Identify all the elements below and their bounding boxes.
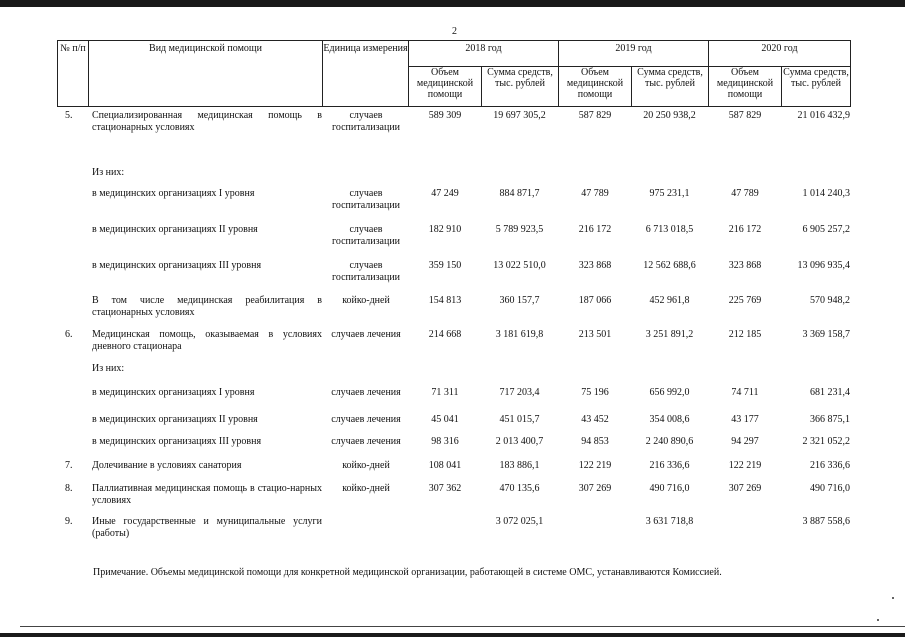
volume-2020: 307 269 [728,483,762,494]
row-unit: койко-дней [342,460,390,471]
volume-2018: 359 150 [428,260,462,271]
row-unit: койко-дней [342,295,390,306]
header-unit: Единица измерения [323,41,409,107]
volume-2019: 122 219 [578,460,612,471]
sum-2020: 490 716,0 [810,483,850,494]
row-name: Специализированная медицинская помощь в стационарных условиях [92,110,322,133]
sum-2020: 570 948,2 [810,295,850,306]
volume-2018: 71 311 [431,387,459,398]
volume-2019: 43 452 [581,414,609,425]
row-name: в медицинских организациях III уровня [92,260,262,271]
sum-2019: 3 631 718,8 [645,516,694,527]
table-header [57,40,850,117]
scan-top-border [0,0,905,7]
volume-2019: 75 196 [581,387,609,398]
sum-2020: 366 875,1 [810,414,850,425]
volume-2020: 94 297 [731,436,759,447]
sum-2020: 681 231,4 [810,387,850,398]
row-unit: койко-дней [342,483,390,494]
sum-2018: 884 871,7 [499,188,540,199]
sum-2019: 975 231,1 [649,188,690,199]
volume-2018: 108 041 [428,460,462,471]
volume-2018: 47 249 [431,188,459,199]
sum-2019: 490 716,0 [649,483,690,494]
sum-2018: 3 181 619,8 [495,329,544,340]
sum-2019: 20 250 938,2 [643,110,696,121]
volume-2019: 213 501 [578,329,612,340]
volume-2020: 323 868 [728,260,762,271]
volume-2018: 45 041 [431,414,459,425]
row-name: Из них: [92,167,125,178]
sum-2019: 656 992,0 [649,387,690,398]
row-number: 7. [65,460,73,471]
sum-2019: 2 240 890,6 [645,436,694,447]
row-name: в медицинских организациях II уровня [92,224,258,235]
sum-2019: 354 008,6 [649,414,690,425]
header-year-2019: 2019 год [559,41,709,67]
row-name: Паллиативная медицинская помощь в стацио-нарных условиях [92,483,322,506]
sum-2018: 19 697 305,2 [493,110,546,121]
header-year-2020: 2020 год [709,41,851,67]
volume-2019: 323 868 [578,260,612,271]
volume-2018: 589 309 [428,110,462,121]
row-name: в медицинских организациях I уровня [92,387,255,398]
volume-2020: 43 177 [731,414,759,425]
sum-2018: 5 789 923,5 [495,224,544,235]
header-num: № п/п [58,41,89,107]
row-name: Из них: [92,363,125,374]
volume-2020: 47 789 [731,188,759,199]
volume-2020: 74 711 [731,387,759,398]
sum-2018: 183 886,1 [499,460,540,471]
sum-2019: 6 713 018,5 [645,224,694,235]
row-name: в медицинских организациях I уровня [92,188,255,199]
header-volume: Объем медицинской помощи [559,67,632,107]
sum-2018: 2 013 400,7 [495,436,544,447]
sum-2020: 3 887 558,6 [802,516,850,527]
sum-2018: 717 203,4 [499,387,540,398]
sum-2020: 6 905 257,2 [802,224,850,235]
sum-2020: 216 336,6 [810,460,850,471]
volume-2019: 47 789 [581,188,609,199]
header-sum: Сумма средств, тыс. рублей [782,67,851,107]
row-name: в медицинских организациях II уровня [92,414,258,425]
sum-2018: 470 135,6 [499,483,540,494]
volume-2019: 587 829 [578,110,612,121]
volume-2019: 216 172 [578,224,612,235]
volume-2020: 225 769 [728,295,762,306]
header-volume: Объем медицинской помощи [709,67,782,107]
row-unit: случаев лечения [331,414,401,425]
page-number: 2 [452,26,457,37]
sum-2019: 3 251 891,2 [645,329,694,340]
volume-2020: 212 185 [728,329,762,340]
volume-2018: 182 910 [428,224,462,235]
row-number: 5. [65,110,73,121]
row-name: Долечивание в условиях санатория [92,460,242,471]
sum-2019: 12 562 688,6 [643,260,696,271]
volume-2018: 214 668 [428,329,462,340]
scan-bottom-line [20,626,905,627]
volume-2020: 587 829 [728,110,762,121]
row-unit: случаев госпитализации [331,224,401,247]
header-sum: Сумма средств, тыс. рублей [482,67,559,107]
scan-speck [877,619,879,621]
sum-2018: 451 015,7 [499,414,540,425]
row-name: в медицинских организациях III уровня [92,436,262,447]
header-year-2018: 2018 год [409,41,559,67]
sum-2020: 13 096 935,4 [797,260,850,271]
volume-2020: 122 219 [728,460,762,471]
row-unit: случаев лечения [331,387,401,398]
row-unit: случаев госпитализации [331,260,401,283]
scan-bottom-border [0,633,905,637]
sum-2018: 13 022 510,0 [493,260,546,271]
volume-2018: 154 813 [428,295,462,306]
header-volume: Объем медицинской помощи [409,67,482,107]
row-number: 6. [65,329,73,340]
footnote: Примечание. Объемы медицинской помощи для конкретной медицинской организации, работающей в системе ОМС, устанавливаются Комиссией. [93,567,722,578]
row-name: Медицинская помощь, оказываемая в условиях дневного стационара [92,329,322,352]
sum-2018: 360 157,7 [499,295,540,306]
sum-2018: 3 072 025,1 [495,516,544,527]
sum-2019: 452 961,8 [649,295,690,306]
volume-2020: 216 172 [728,224,762,235]
row-unit: случаев госпитализации [331,110,401,133]
header-type: Вид медицинской помощи [89,41,323,107]
volume-2019: 187 066 [578,295,612,306]
header-sum: Сумма средств, тыс. рублей [632,67,709,107]
volume-2018: 98 316 [431,436,459,447]
sum-2019: 216 336,6 [649,460,690,471]
scan-speck [892,597,894,599]
row-number: 8. [65,483,73,494]
sum-2020: 3 369 158,7 [802,329,850,340]
volume-2019: 307 269 [578,483,612,494]
sum-2020: 1 014 240,3 [802,188,850,199]
volume-2018: 307 362 [428,483,462,494]
sum-2020: 21 016 432,9 [797,110,850,121]
sum-2020: 2 321 052,2 [802,436,850,447]
row-number: 9. [65,516,73,527]
volume-2019: 94 853 [581,436,609,447]
row-unit: случаев лечения [331,329,401,340]
row-unit: случаев госпитализации [331,188,401,211]
row-unit: случаев лечения [331,436,401,447]
row-name: Иные государственные и муниципальные услуги (работы) [92,516,322,539]
row-name: В том числе медицинская реабилитация в стационарных условиях [92,295,322,318]
